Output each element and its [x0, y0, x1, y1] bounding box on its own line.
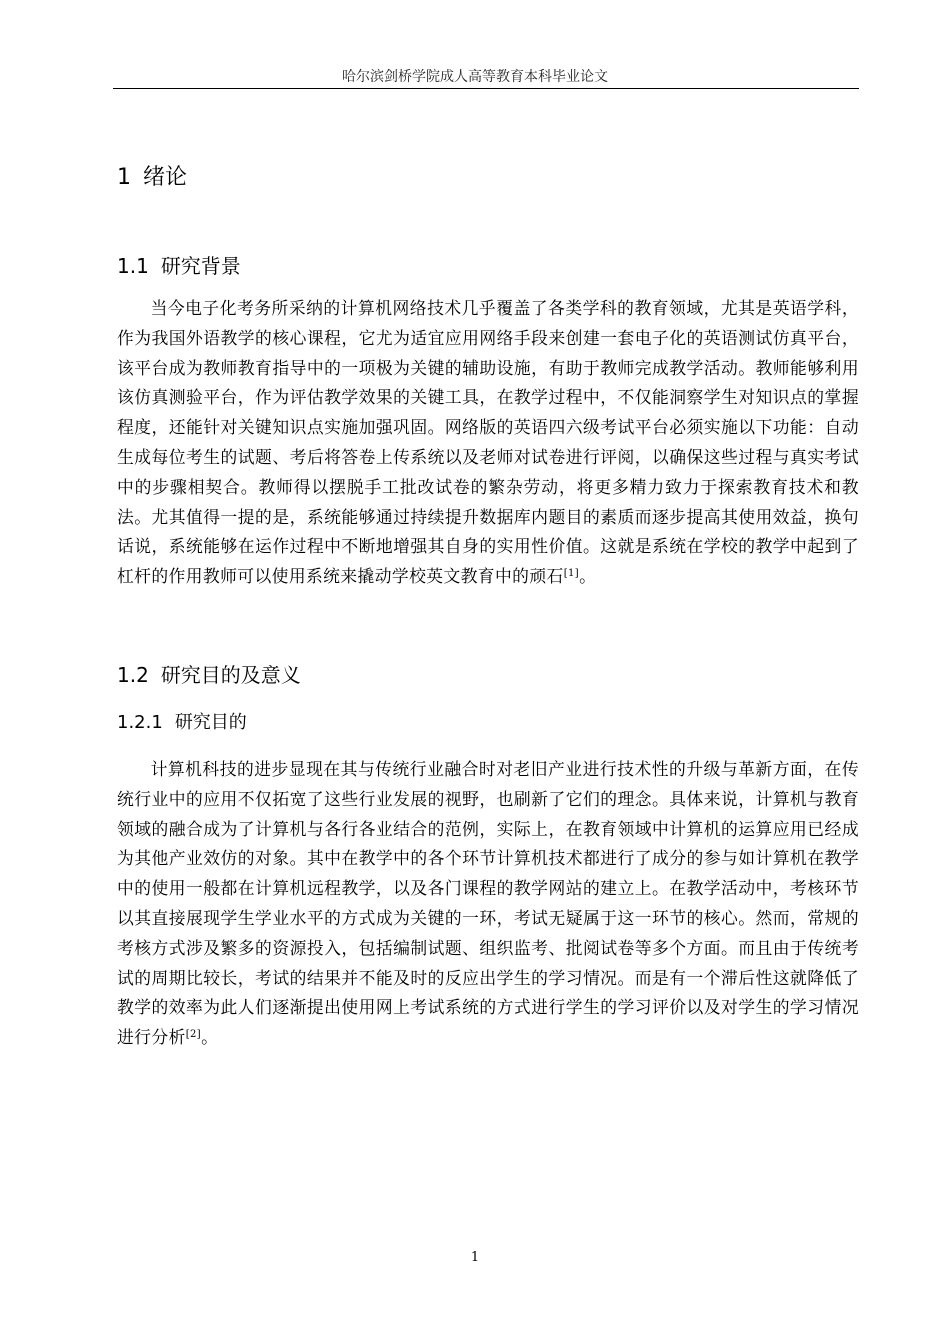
section-number: 1.2: [117, 663, 149, 687]
paragraph-purpose: [117, 755, 859, 1053]
section-number: 1.1: [117, 254, 149, 278]
section-heading-1-2: [117, 662, 301, 688]
section-title: 研究背景: [160, 254, 241, 278]
chapter-number: 1: [117, 165, 131, 190]
paragraph-tail: 。: [201, 1027, 219, 1048]
chapter-heading: [117, 164, 187, 192]
paragraph-tail: 。: [579, 566, 597, 587]
paragraph-text: 计算机科技的进步显现在其与传统行业融合时对老旧产业进行技术性的升级与革新方面，在传统行业中的应用不仅拓宽了这些行业发展的视野，也刷新了它们的理念。具体来说，计算机与教育领域的融合成为了计算机与各行各业结合的范例，实际上，在教育领域中计算机的运算应用已经成为其他产业效仿的对象。其中在教学中的各个环节计算机技术都进行了成分的参与如计算机在教学中的使用一般都在计算机远程教学，以及各门课程的教学网站的建立上。在教学活动中，考核环节以其直接展现学生学业水平的方式成为关键的一环，考试无疑属于这一环节的核心。然而，常规的考核方式涉及繁多的资源投入，包括编制试题、组织监考、批阅试卷等多个方面。而且由于传统考试的周期比较长，考试的结果并不能及时的反应出学生的学习情况。而是有一个滞后性这就降低了教学的效率为此人们逐渐提出使用网上考试系统的方式进行学生的学习评价以及对学生的学习情况进行分析: [117, 759, 859, 1048]
paragraph-background: [117, 294, 859, 592]
header-rule: [113, 88, 859, 89]
section-title: 研究目的及意义: [160, 663, 301, 687]
page-number: 1: [470, 1250, 480, 1265]
paragraph-text: 当今电子化考务所采纳的计算机网络技术几乎覆盖了各类学科的教育领域，尤其是英语学科，作为我国外语教学的核心课程，它尤为适宜应用网络手段来创建一套电子化的英语测试仿真平台，该平台成为教师教育指导中的一项极为关键的辅助设施，有助于教师完成教学活动。教师能够利用该仿真测验平台，作为评估教学效果的关键工具，在教学过程中，不仅能洞察学生对知识点的掌握程度，还能针对关键知识点实施加强巩固。网络版的英语四六级考试平台必须实施以下功能：自动生成每位考生的试题、考后将答卷上传系统以及老师对试卷进行评阅，以确保这些过程与真实考试中的步骤相契合。教师得以摆脱手工批改试卷的繁杂劳动，将更多精力致力于探索教育技术和教法。尤其值得一提的是，系统能够通过持续提升数据库内题目的素质而逐步提高其使用效益，换句话说，系统能够在运作过程中不断地增强其自身的实用性价值。这就是系统在学校的教学中起到了杠杆的作用教师可以使用系统来撬动学校英文教育中的顽石: [117, 298, 859, 587]
subsection-number: 1.2.1: [117, 712, 163, 733]
subsection-title: 研究目的: [174, 712, 247, 733]
section-heading-1-1: [117, 253, 241, 279]
subsection-heading-1-2-1: [117, 711, 247, 735]
page-header: 哈尔滨剑桥学院成人高等教育本科毕业论文: [342, 69, 608, 85]
chapter-title: 绪论: [143, 165, 188, 190]
citation-ref: [1]: [563, 568, 580, 580]
citation-ref: [2]: [185, 1029, 202, 1041]
